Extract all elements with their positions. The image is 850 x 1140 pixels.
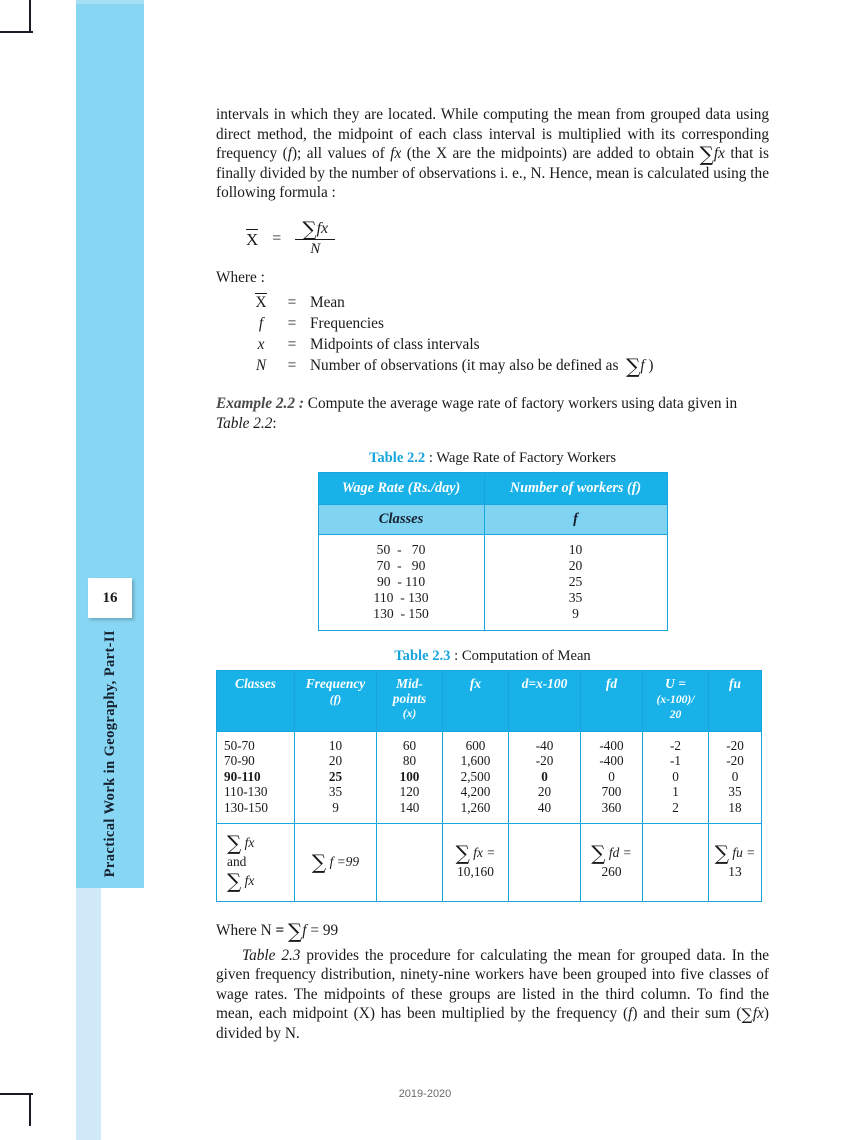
summation-sign-icon: ∑ [714, 840, 730, 865]
table23-fx-column [443, 731, 509, 823]
table23-total-classes [217, 823, 295, 901]
table23-header-fx [443, 671, 509, 732]
table23-cell-fd: 700 [601, 784, 622, 800]
header-line-1: d=x-100 [521, 676, 568, 692]
table23-frequency-stack [295, 732, 376, 823]
table23-cell-fd: -400 [599, 753, 624, 769]
closing-text-2: ) and their sum ( [632, 1005, 742, 1023]
definition-sum-symbol: f [640, 357, 645, 375]
closing-fx-symbol: fx [752, 1005, 764, 1023]
table22-header-cell: Wage Rate (Rs./day) [318, 473, 484, 505]
table22-frequency-cell [484, 535, 667, 631]
table23-header-row [217, 671, 762, 732]
table22-body-row [318, 535, 667, 631]
formula-equals: = [272, 229, 282, 247]
intro-text-3: (the X are the midpoints) are added to obtain [401, 145, 700, 163]
table23-cell-d: -20 [535, 753, 554, 769]
table23-cell-fx: 1,600 [460, 753, 491, 769]
formula-denominator: N [310, 241, 321, 258]
header-line-1: fu [729, 676, 741, 692]
total-fu-value: 13 [728, 863, 742, 879]
summation-sign-icon: ∑ [311, 850, 327, 875]
table23-cell-u: 1 [672, 784, 679, 800]
example-paragraph [216, 394, 769, 433]
total-line-3-text: fx [244, 873, 255, 889]
table23-classes-column [217, 731, 295, 823]
total-fd-label [584, 840, 639, 865]
summation-sign-icon: ∑ [741, 1005, 753, 1025]
table23-cell-u: -1 [670, 753, 681, 769]
table23-midpoints-stack [377, 732, 442, 823]
total-fd-label-text: fd = [608, 844, 632, 860]
table23-header-d [509, 671, 581, 732]
total-frequency-text: f =99 [329, 854, 360, 870]
total-fx-label-text: fx = [473, 844, 496, 860]
summation-sign-icon: ∑ [288, 918, 303, 943]
table23-fd-column [581, 731, 643, 823]
header-line-3: (x) [402, 707, 417, 721]
where-n-prefix: Where N [216, 921, 276, 939]
table23-cell-fu: 0 [731, 768, 739, 784]
table22-class-value: 130 - 150 [373, 606, 429, 622]
header-line-1: Classes [235, 676, 276, 692]
definition-description: Frequencies [310, 315, 384, 333]
table22-class-value: 90 - 110 [376, 574, 426, 590]
table22-subheader-cell: Classes [318, 505, 484, 535]
table23-cell-classes: 110-130 [224, 784, 268, 800]
closing-table-ref: Table 2.3 [242, 946, 301, 964]
header-line-2: points [392, 690, 427, 706]
crop-mark-top-left-horizontal [0, 31, 33, 33]
intro-text-2: ); all values of [291, 145, 391, 163]
table23-cell-d: 20 [537, 784, 552, 800]
table23-total-u [643, 823, 709, 901]
table23-classes-stack [217, 732, 294, 823]
example-table-ref: Table 2.2 [216, 414, 273, 432]
summation-sign-icon: ∑ [699, 142, 714, 167]
intro-sum-fx: fx [713, 145, 725, 163]
table23-cell-d: 40 [537, 800, 552, 816]
definition-row [244, 292, 654, 314]
total-fd-value: 260 [601, 863, 622, 879]
table22-caption-number: Table 2.2 [368, 450, 426, 467]
table23-cell-fd: 0 [608, 768, 615, 784]
table23-cell-fx: 600 [465, 737, 486, 753]
definition-symbol: f [258, 315, 264, 333]
table23-midpoints-column [377, 731, 443, 823]
definition-equals: = [287, 336, 297, 354]
table23-cell-fx: 2,500 [460, 768, 491, 784]
table23-cell-x: 60 [402, 737, 417, 753]
total-fu-label [712, 840, 758, 865]
definition-equals: = [287, 357, 297, 375]
table23-cell-f: 20 [328, 753, 343, 769]
intro-text-1: intervals in which they are located. While computing the mean from grouped data using direct method, the midpoint of each class interval is multiplied with its corresponding frequency ( [216, 106, 769, 163]
closing-text-1: provides the procedure for calculating the mean for grouped data. In the given frequency distribution, ninety-nine workers have been grouped into five classes of wage rates. The midpoints of these groups are listed in the third column. To find the mean, each midpoint (X) has been multiplied by the frequency ( [216, 946, 770, 1023]
table23-cell-classes: 90-110 [224, 768, 261, 784]
table22-class-value: 110 - 130 [373, 590, 429, 606]
total-line-1 [227, 831, 291, 856]
table22-header-cell: Number of workers (f) [484, 473, 667, 505]
table22-subheader-row [318, 505, 667, 535]
definition-symbol: N [255, 357, 267, 375]
summation-sign-icon: ∑ [227, 831, 242, 856]
table23-cell-fu: 18 [728, 800, 742, 816]
definition-symbol-text: X [255, 294, 267, 312]
table23-cell-d: -40 [535, 737, 554, 753]
table23-fx-stack [443, 732, 508, 823]
total-fx-label [446, 840, 505, 865]
example-label: Example 2.2 : [216, 394, 304, 412]
formula-fraction [295, 216, 335, 258]
table23-header-fu [709, 671, 762, 732]
table23-header-fd [581, 671, 643, 732]
table22-subheader-cell: f [484, 505, 667, 535]
table23-header-classes [217, 671, 295, 732]
summation-sign-icon: ∑ [591, 840, 606, 865]
table22-frequency-value: 25 [568, 574, 583, 590]
table23-total-fu [709, 823, 762, 901]
definition-symbol [244, 292, 278, 314]
table23-header-frequency [295, 671, 377, 732]
definition-equals: = [287, 315, 297, 333]
definition-close-paren: ) [648, 357, 654, 375]
table23-total-d [509, 823, 581, 901]
header-line-1: fd [605, 676, 618, 692]
header-line-1: fx [469, 676, 482, 692]
table23-d-stack [509, 732, 580, 823]
running-title [76, 630, 144, 880]
table22-frequency-value: 35 [568, 590, 583, 606]
table23-cell-x: 120 [399, 784, 420, 800]
table23-cell-fu: 35 [728, 784, 742, 800]
table23-d-column [509, 731, 581, 823]
header-line-1: U = [665, 676, 686, 692]
definition-row [244, 356, 654, 377]
page-number: 16 [102, 589, 118, 606]
table23-cell-classes: 130-150 [224, 800, 268, 816]
table23-cell-f: 25 [328, 768, 343, 784]
table23-u-column [643, 731, 709, 823]
header-line-2: (f) [329, 692, 342, 706]
table22-caption-title: : Wage Rate of Factory Workers [425, 450, 617, 467]
table22 [318, 472, 668, 631]
formula-numerator [295, 216, 335, 241]
definition-description: Mean [310, 294, 345, 312]
formula-x-bar: X [246, 230, 259, 250]
summation-sign-icon: ∑ [227, 869, 242, 894]
total-fx-value: 10,160 [457, 863, 494, 879]
table22-frequency-stack [485, 535, 667, 630]
table23-cell-x: 140 [399, 800, 420, 816]
table23-data-row [217, 731, 762, 823]
table23-cell-x: 100 [399, 768, 420, 784]
table23-caption-title: : Computation of Mean [450, 648, 591, 665]
table23-cell-fu: -20 [726, 737, 744, 753]
table23 [216, 670, 762, 901]
intro-f-symbol: f [287, 145, 292, 163]
table23-total-frequency [295, 823, 377, 901]
table22-class-value: 70 - 90 [376, 558, 426, 574]
table22-frequency-value: 10 [568, 542, 583, 558]
table23-fu-column [709, 731, 762, 823]
table23-cell-classes: 50-70 [224, 737, 255, 753]
page-content [216, 105, 769, 1044]
total-line-1-text: fx [244, 835, 255, 851]
table22-classes-cell [318, 535, 484, 631]
table23-header-midpoints [377, 671, 443, 732]
where-label: Where : [216, 268, 265, 286]
table23-caption-number: Table 2.3 [394, 648, 451, 665]
where-n-value: = 99 [306, 921, 339, 939]
table22-frequency-value: 20 [568, 558, 583, 574]
definition-row [244, 335, 654, 356]
definitions-table [244, 292, 654, 377]
page-footer: 2019-2020 [398, 1088, 452, 1100]
table22-frequency-value: 9 [572, 606, 579, 622]
table23-cell-fd: 360 [601, 800, 622, 816]
definition-description: Midpoints of class intervals [310, 336, 480, 354]
header-line-2: (x-100)/ [656, 692, 695, 706]
total-line-3 [227, 869, 291, 894]
table23-cell-f: 9 [332, 800, 339, 816]
definition-symbol: x [257, 336, 265, 354]
formula-numerator-text: fx [316, 219, 329, 237]
table23-cell-x: 80 [402, 753, 417, 769]
table22-wrapper [216, 472, 769, 631]
table23-cell-f: 35 [328, 784, 343, 800]
table23-cell-fu: -20 [726, 753, 744, 769]
mean-formula [246, 213, 769, 265]
closing-f-symbol: f [628, 1005, 633, 1023]
total-line-2: and [227, 854, 247, 870]
summation-sign-icon: ∑ [455, 840, 470, 865]
table23-cell-fx: 1,260 [460, 800, 491, 816]
table23-cell-u: 0 [672, 768, 679, 784]
summation-sign-icon: ∑ [302, 216, 317, 241]
example-text-2: : [272, 414, 277, 432]
header-line-1: Mid- [396, 676, 423, 692]
header-line-1: Frequency [305, 676, 366, 692]
sidebar-band-top-cap [76, 0, 144, 4]
summation-sign-icon: ∑ [626, 354, 641, 379]
example-text-1: Compute the average wage rate of factory workers using data given in [303, 394, 738, 412]
definition-row [244, 314, 654, 335]
table23-cell-f: 10 [328, 737, 343, 753]
table23-cell-classes: 70-90 [224, 753, 255, 769]
table23-cell-fx: 4,200 [460, 784, 491, 800]
table23-total-fd [581, 823, 643, 901]
crop-mark-top-left-vertical [29, 0, 31, 32]
running-title-text: Practical Work in Geography, Part-II [101, 630, 118, 878]
closing-paragraph [216, 946, 769, 1044]
where-n-line [216, 920, 769, 941]
table23-header-u [643, 671, 709, 732]
table23-cell-d: 0 [541, 768, 548, 784]
table23-cell-fd: -400 [599, 737, 624, 753]
where-n-sum-symbol: f [302, 921, 307, 939]
table22-header-row [318, 473, 667, 505]
table23-total-fx [443, 823, 509, 901]
definition-description [306, 356, 654, 377]
intro-paragraph [216, 105, 769, 203]
table23-caption [216, 648, 769, 665]
page-number-box [88, 578, 132, 618]
table23-totals-row [217, 823, 762, 901]
where-n-equals: = [275, 921, 285, 939]
intro-text-4: that is finally divided by the number of observations i. e., N. Hence, mean is calculated using the following formula : [216, 145, 769, 202]
table23-fu-stack [709, 732, 761, 823]
definition-equals: = [287, 294, 297, 312]
table23-frequency-column [295, 731, 377, 823]
table23-total-midpoints [377, 823, 443, 901]
table23-u-stack [643, 732, 708, 823]
definition-description-text: Number of observations (it may also be defined as [310, 357, 619, 375]
table22-class-value: 50 - 70 [376, 542, 426, 558]
total-fu-label-text: fu = [732, 844, 756, 860]
intro-fx-symbol: fx [390, 145, 402, 163]
table22-caption [216, 450, 769, 467]
header-line-3: 20 [669, 708, 682, 722]
table23-cell-u: -2 [670, 737, 681, 753]
table23-fd-stack [581, 732, 642, 823]
table22-classes-stack [319, 535, 484, 630]
table23-cell-u: 2 [672, 800, 679, 816]
closing-text-3: ) divided by N. [216, 1005, 769, 1042]
